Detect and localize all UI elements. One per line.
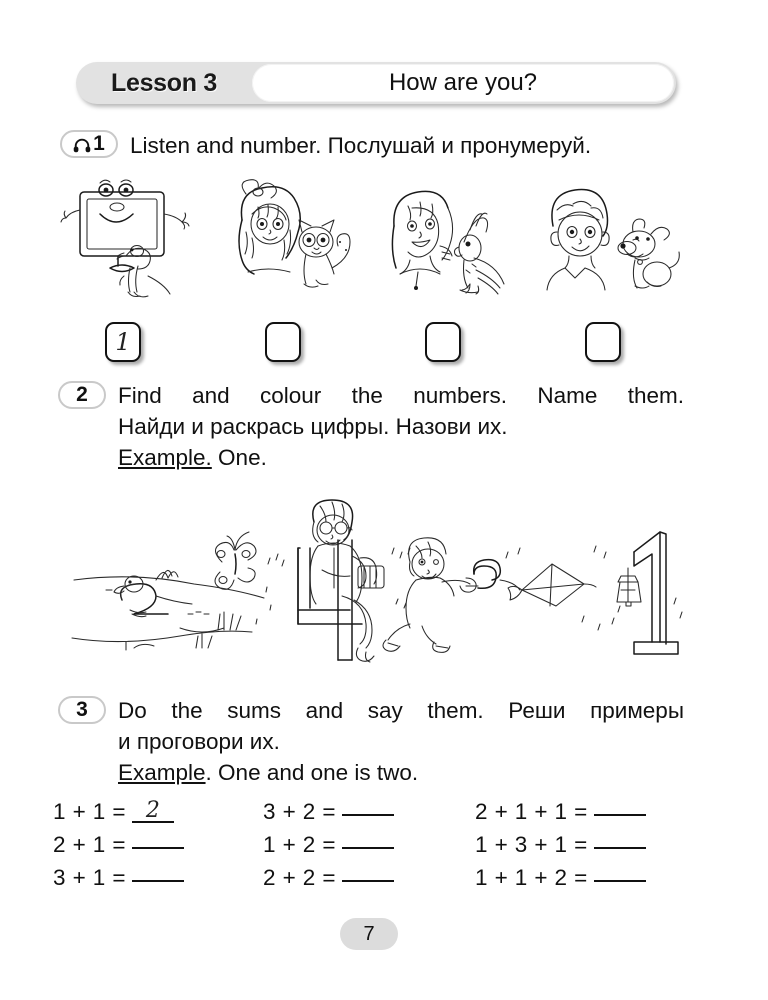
swan-as-number-two-illustration — [114, 570, 192, 616]
exercise-1-instruction — [130, 130, 690, 161]
exercise-3-line-2: и проговори их. — [118, 729, 280, 754]
answer-box-4-value — [587, 324, 619, 360]
exercise-3-example-text: . One and one is two. — [205, 760, 419, 785]
computer-and-mouse-illustration — [62, 180, 202, 310]
answer-box-2-value — [267, 324, 299, 360]
answer-box-3-value — [427, 324, 459, 360]
sum-expression: 1 + 1 + 2 = — [475, 865, 588, 890]
exercise-3-instruction — [118, 695, 684, 788]
sum-expression: 2 + 2 = — [263, 865, 336, 890]
sum-answer-blank[interactable] — [132, 880, 184, 882]
sum-answer-blank[interactable] — [594, 814, 646, 816]
lesson-label: Lesson 3 — [111, 69, 217, 97]
sum-row — [475, 795, 646, 828]
lesson-title: How are you? — [388, 69, 538, 96]
exercise-3-example — [118, 757, 684, 788]
exercise-2-example-label: Example. — [118, 445, 212, 470]
headphones-icon — [73, 138, 91, 153]
sum-row — [263, 828, 394, 861]
sum-row — [475, 828, 646, 861]
girl-and-cat-illustration — [218, 180, 363, 310]
sum-row — [53, 795, 184, 828]
sum-row — [53, 828, 184, 861]
woman-on-number-four-chair-illustration — [298, 500, 384, 662]
sum-expression: 1 + 2 = — [263, 832, 336, 857]
sum-answer-blank[interactable]: 2 — [132, 801, 174, 823]
woman-and-parrot-illustration — [378, 180, 523, 310]
sum-expression: 3 + 2 = — [263, 799, 336, 824]
sum-row — [53, 861, 184, 894]
sum-row — [475, 861, 646, 894]
sum-row — [263, 795, 394, 828]
sums-column-3 — [475, 795, 646, 894]
lesson-title-pill — [252, 64, 674, 102]
exercise-1-badge — [60, 130, 118, 158]
butterfly-illustration — [215, 532, 256, 589]
page-number: 7 — [340, 918, 398, 950]
answer-box-1[interactable] — [105, 322, 141, 362]
exercise-3-number: 3 — [76, 698, 88, 721]
sum-answer-blank[interactable] — [594, 847, 646, 849]
sum-answer-blank[interactable] — [132, 847, 184, 849]
exercise-2-instruction — [118, 380, 684, 473]
sum-answer-blank[interactable] — [594, 880, 646, 882]
sum-expression: 3 + 1 = — [53, 865, 126, 890]
answer-box-1-value: 1 — [115, 328, 131, 356]
sum-expression: 2 + 1 + 1 = — [475, 799, 588, 824]
sums-grid — [0, 795, 768, 905]
exercise-2-badge — [58, 381, 106, 409]
exercise-2-scene — [70, 500, 690, 660]
sum-answer-blank[interactable] — [342, 880, 394, 882]
sum-expression: 1 + 1 = — [53, 799, 126, 824]
answer-box-2[interactable] — [265, 322, 301, 362]
exercise-3-line-1: Do the sums and say them. Реши примеры — [118, 698, 684, 723]
exercise-1-line-1: Listen and number. Послушай и пронумеруй. — [130, 133, 592, 158]
boy-with-kite-number-three-illustration — [383, 538, 596, 653]
sum-answer-blank[interactable] — [342, 814, 394, 816]
answer-box-3[interactable] — [425, 322, 461, 362]
boy-and-dog-illustration — [535, 182, 683, 312]
sum-answer-blank[interactable] — [342, 847, 394, 849]
exercise-3-badge — [58, 696, 106, 724]
exercise-3-example-label: Example — [118, 760, 206, 785]
sum-row — [263, 861, 394, 894]
pond-line — [74, 577, 264, 598]
answer-box-4[interactable] — [585, 322, 621, 362]
sum-expression: 1 + 3 + 1 = — [475, 832, 588, 857]
exercise-2-line-2: Найди и раскрась цифры. Назови их. — [118, 414, 508, 439]
exercise-2-example-text: One. — [211, 445, 267, 470]
lesson-header — [76, 62, 676, 104]
sum-expression: 2 + 1 = — [53, 832, 126, 857]
exercise-2-number: 2 — [76, 383, 88, 406]
lamppost-as-number-one-illustration — [617, 532, 678, 654]
exercise-2-example — [118, 442, 684, 473]
sums-column-1 — [53, 795, 184, 894]
exercise-2-line-1: Find and colour the numbers. Name them. — [118, 383, 684, 408]
sums-column-2 — [263, 795, 394, 894]
exercise-1-number: 1 — [93, 132, 105, 155]
